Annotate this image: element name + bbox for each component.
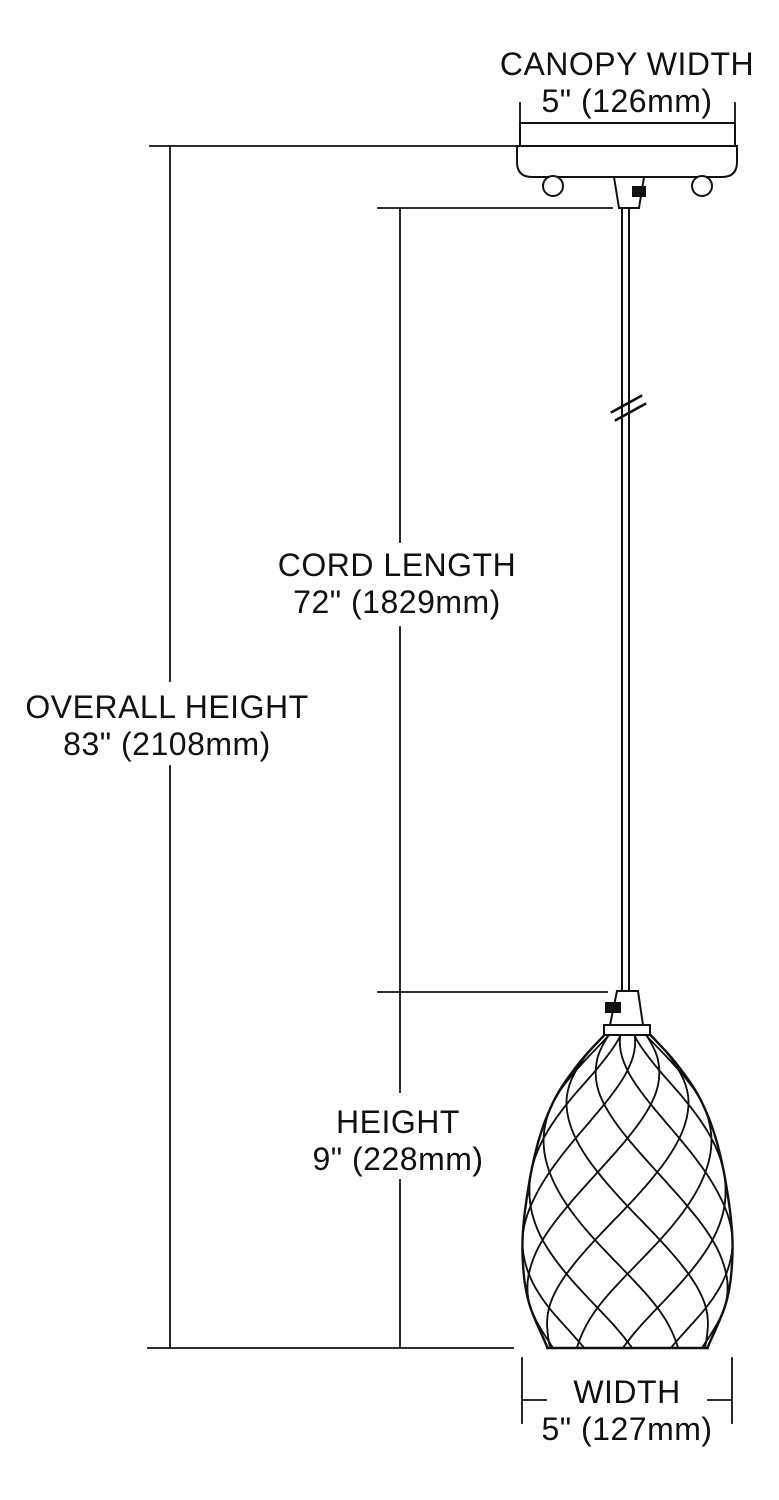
cord-length-label-value: 72" (1829mm) xyxy=(293,584,501,620)
overall-height-label xyxy=(25,689,308,763)
shade-mesh-wire xyxy=(527,1035,659,1348)
canopy-dome xyxy=(517,146,737,177)
shade-mesh-wire xyxy=(567,1035,708,1348)
width-label-text: WIDTH xyxy=(573,1374,681,1410)
canopy-mounting-plate xyxy=(520,123,735,146)
socket xyxy=(604,991,650,1035)
cord-length-label xyxy=(278,547,516,621)
shade-mesh-wire xyxy=(620,1035,733,1348)
shade-mesh-wire xyxy=(523,1035,636,1348)
overall-height-label-text: OVERALL HEIGHT xyxy=(25,689,309,725)
height-label-value: 9" (228mm) xyxy=(312,1141,484,1177)
canopy-width-label xyxy=(500,46,754,120)
cord xyxy=(612,208,645,993)
mesh-shade xyxy=(522,1035,732,1348)
cord-length-label-text: CORD LENGTH xyxy=(277,547,517,583)
shade-mesh-wire xyxy=(620,1035,733,1348)
canopy-width-label-text: CANOPY WIDTH xyxy=(499,46,755,82)
width-label-value: 5" (127mm) xyxy=(541,1411,713,1447)
height-label-text: HEIGHT xyxy=(336,1104,460,1140)
shade-mesh-wire xyxy=(567,1035,708,1348)
shade-fitter-cap xyxy=(604,1025,650,1035)
canopy-screw-right xyxy=(692,176,712,196)
shade-mesh-wire xyxy=(596,1035,728,1348)
canopy xyxy=(517,123,737,208)
shade-mesh-wire xyxy=(547,1035,688,1348)
canopy-width-label-value: 5" (126mm) xyxy=(541,83,713,119)
overall-height-label-value: 83" (2108mm) xyxy=(63,726,271,762)
socket-set-screw xyxy=(606,1003,620,1012)
shade-mesh-wire xyxy=(596,1035,728,1348)
shade-mesh-wire xyxy=(527,1035,659,1348)
shade-mesh-wire xyxy=(547,1035,688,1348)
canopy-set-screw xyxy=(633,187,645,196)
width-label xyxy=(541,1374,712,1448)
canopy-screw-left xyxy=(543,176,563,196)
height-label xyxy=(312,1104,483,1178)
shade-mesh-wire xyxy=(523,1035,636,1348)
